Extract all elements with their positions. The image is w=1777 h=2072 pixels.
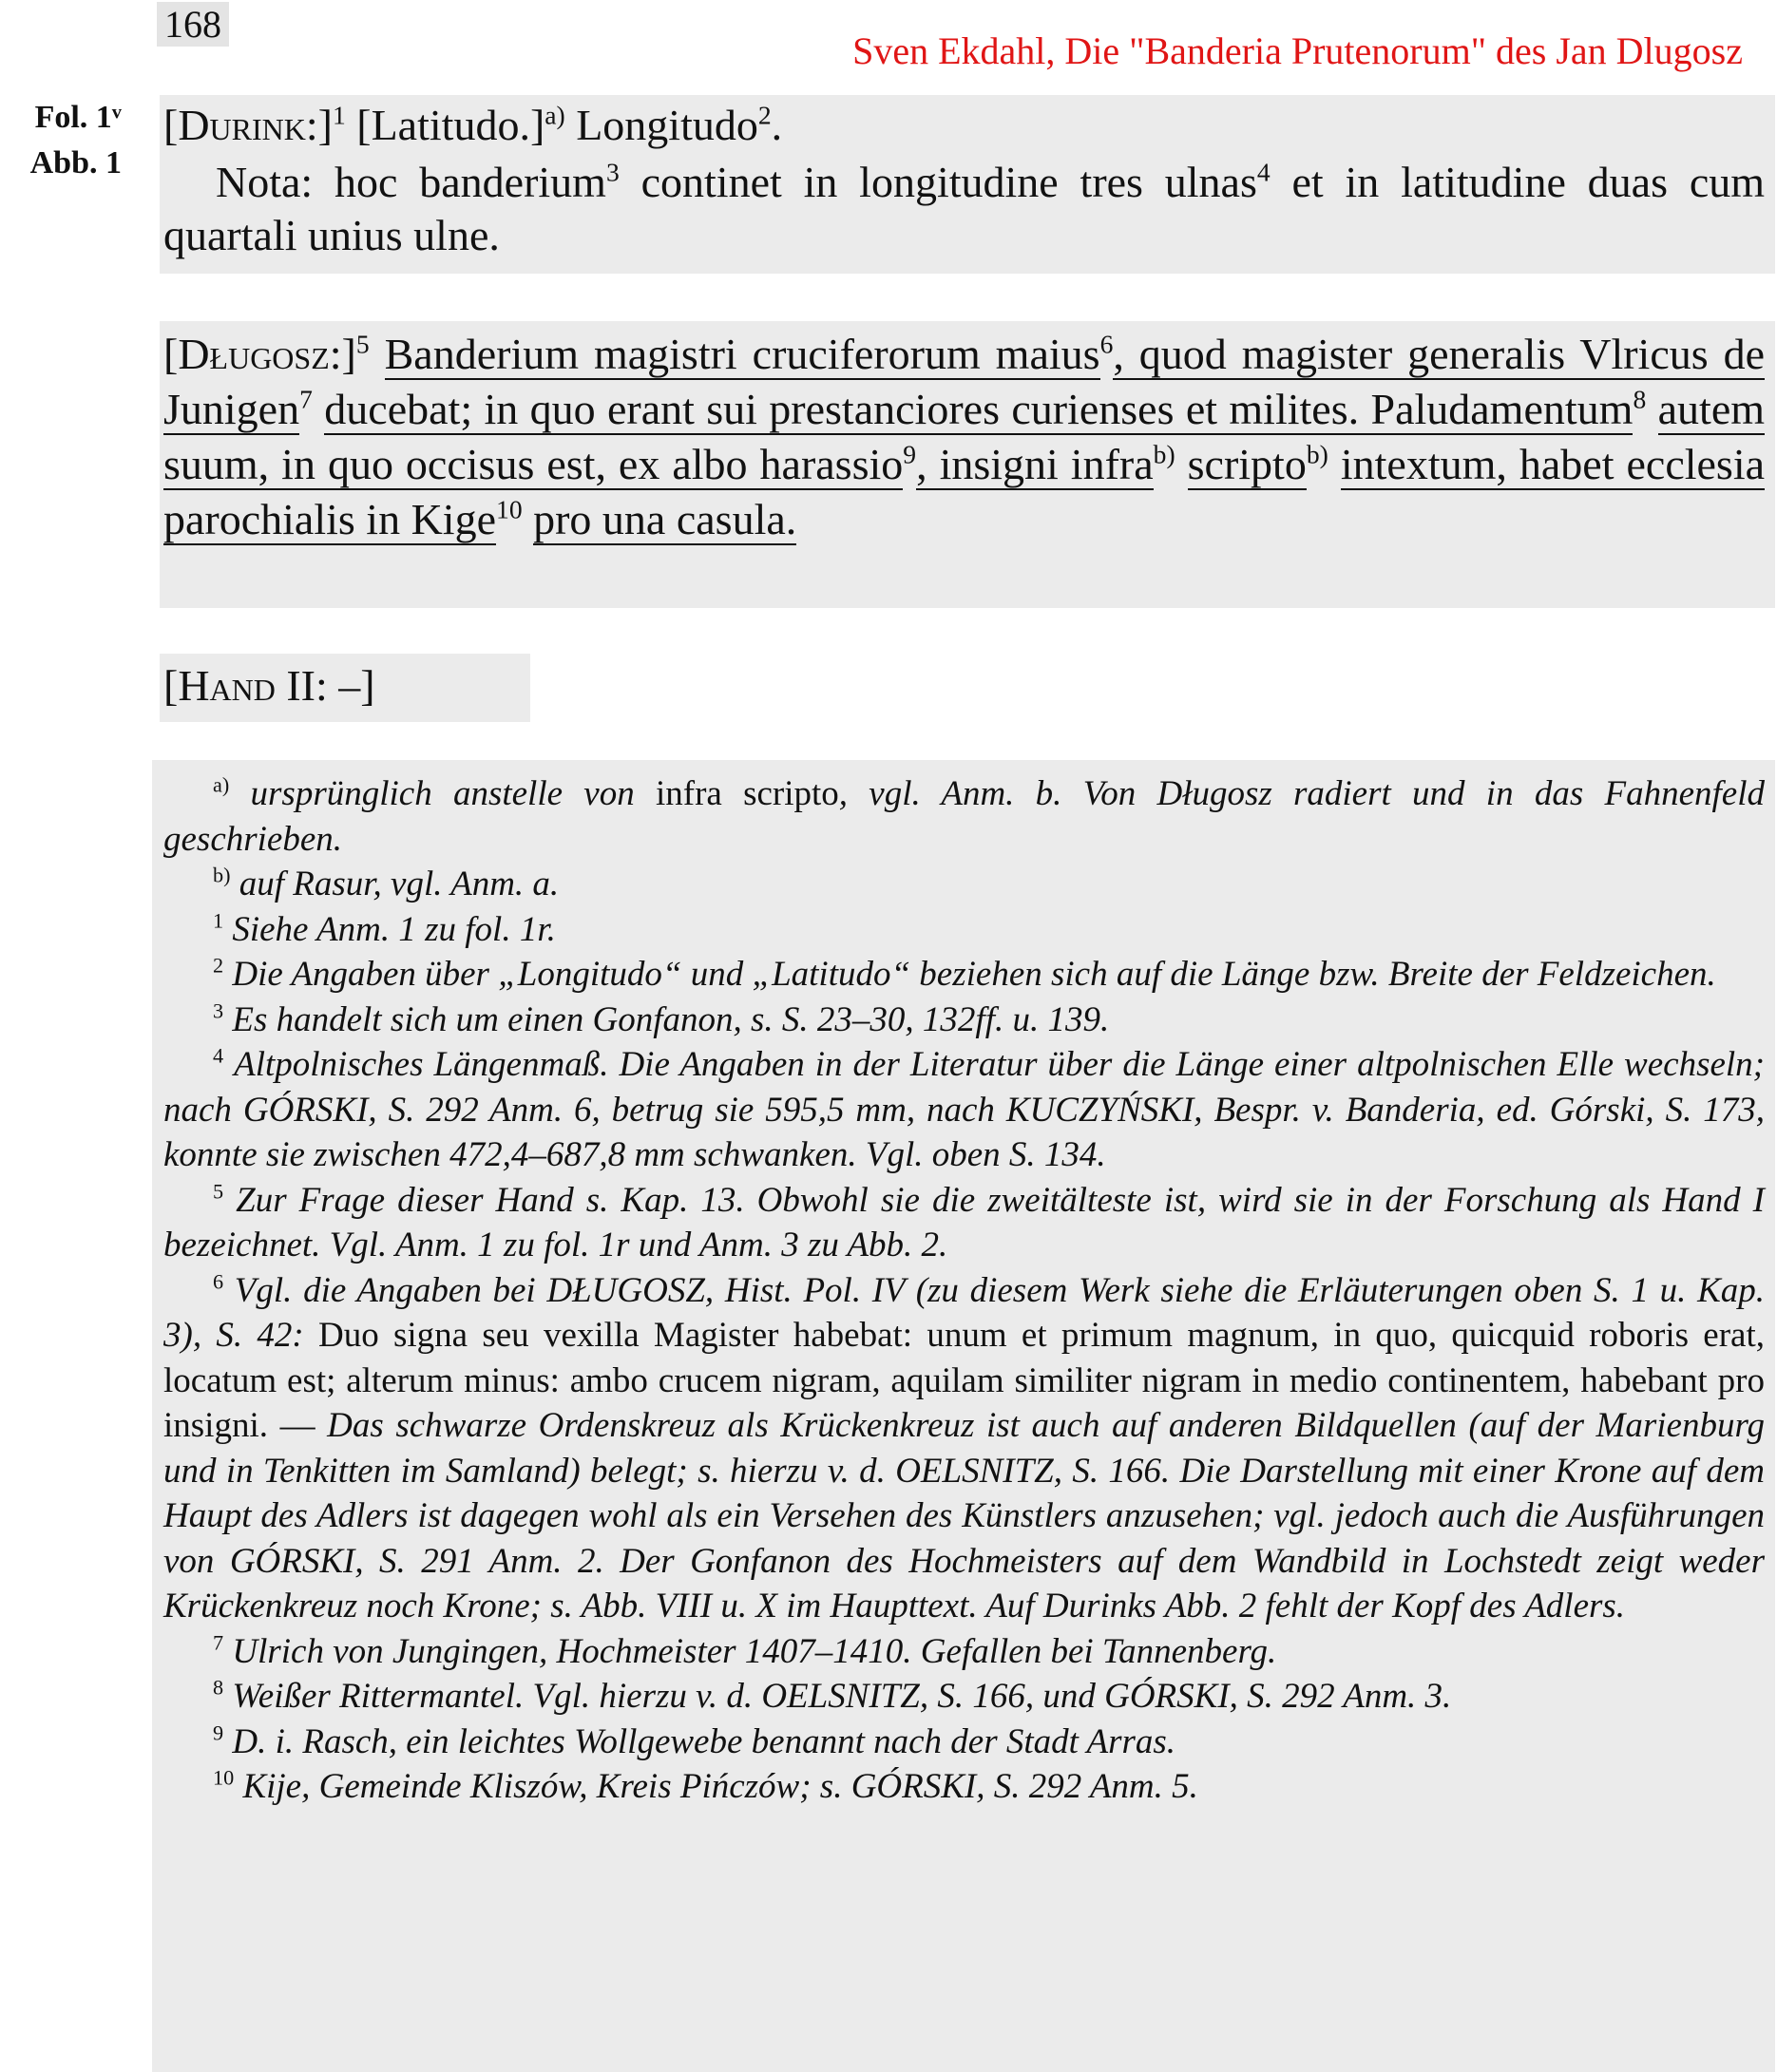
footnote-ref: 10	[496, 494, 523, 524]
footnote-ref: 2	[757, 100, 772, 130]
note-mark: a)	[213, 772, 230, 797]
dlugosz-text: , quod magister generalis Vlricus de Junigen	[163, 330, 1766, 433]
note-text: Vgl. die Angaben bei DŁUGOSZ, Hist. Pol. IV (zu diesem Werk siehe die Erläuterungen oben S. 1 u. Kap. 3), S. 42:	[163, 1270, 1765, 1355]
note-text: auf Rasur, vgl. Anm. a.	[239, 865, 560, 903]
note-mark: 2	[213, 953, 224, 978]
note-text: Es handelt sich um einen Gonfanon, s. S. 23–30, 132ff. u. 139.	[232, 999, 1110, 1039]
footnote-ref: 3	[605, 157, 620, 187]
note-1	[163, 907, 1765, 953]
note-5	[163, 1178, 1765, 1268]
note-mark: 1	[213, 908, 224, 933]
footnote-ref: 7	[299, 384, 313, 414]
footnote-ref: 9	[903, 439, 917, 469]
note-text: Die Angaben über „Longitudo“ und „Latitudo“ beziehen sich auf die Länge bzw. Breite der Feldzeichen.	[232, 955, 1716, 994]
dlugosz-text: intextum, habet ecclesia parochialis in Kige	[163, 440, 1766, 543]
note-quote: Duo signa seu vexilla Magister habebat: unum et primum magnum, in quo, quicquid roboris erat, locatum est; alterum minus: ambo crucem nigram, aquilam similiter nigram in medio continentem, habebant pro insigni. —	[163, 1316, 1765, 1445]
margin-fol: Fol. 1ᵛ	[34, 100, 122, 135]
note-text: , vgl. Anm. b. Von Długosz radiert und in das Fahnenfeld geschrieben.	[163, 774, 1766, 859]
footnote-ref: b)	[1306, 439, 1328, 469]
note-text: Altpolnisches Längenmaß. Die Angaben in der Literatur über die Länge einer altpolnischen Elle wechseln; nach GÓRSKI, S. 292 Anm. 6, betrug sie 595,5 mm, nach KUCZYŃSKI, Bespr. v. Banderia, ed. Górski, S. 173, konnte sie zwischen 472,4–687,8 mm schwanken. Vgl. oben S. 134.	[163, 1045, 1765, 1174]
note-text: Ulrich von Jungingen, Hochmeister 1407–1410. Gefallen bei Tannenberg.	[232, 1631, 1277, 1671]
note-9	[163, 1720, 1765, 1765]
footnote-ref: 5	[355, 329, 370, 359]
footnote-ref: 6	[1099, 329, 1114, 359]
nota-text: continet in longitudine tres ulnas	[640, 158, 1257, 206]
nota-text: et in latitudine duas cum quartali unius ulne.	[163, 158, 1766, 259]
note-a	[163, 771, 1765, 862]
hand-ii-line: [Hand II: –]	[163, 661, 375, 710]
longitudo-label: Longitudo	[576, 101, 758, 149]
latitudo-label: [Latitudo.]	[356, 101, 545, 149]
note-10	[163, 1764, 1765, 1810]
note-mark: 5	[213, 1179, 224, 1204]
note-mark: 4	[213, 1043, 224, 1068]
header-title: Sven Ekdahl, Die "Banderia Prutenorum" des Jan Dlugosz	[852, 29, 1743, 72]
note-text: infra scripto	[655, 774, 839, 813]
note-mark: 7	[213, 1630, 224, 1655]
note-mark: 6	[213, 1269, 224, 1294]
durink-tag: [Durink:]	[163, 101, 333, 149]
note-b	[163, 862, 1765, 907]
dlugosz-text: , insigni infra	[916, 440, 1154, 488]
footnote-ref: 8	[1633, 384, 1647, 414]
note-mark: 8	[213, 1675, 224, 1700]
footnotes	[163, 771, 1765, 1810]
footnote-ref: a)	[545, 100, 565, 130]
dlugosz-text: Banderium magistri cruciferorum maius	[384, 330, 1100, 378]
note-3	[163, 998, 1765, 1043]
footnote-ref: 4	[1256, 157, 1271, 187]
footnote-ref: 1	[332, 100, 346, 130]
note-text: Kije, Gemeinde Kliszów, Kreis Pińczów; s. GÓRSKI, S. 292 Anm. 5.	[242, 1767, 1198, 1806]
dlugosz-text: autem suum, in quo occisus est, ex albo harassio	[163, 385, 1766, 488]
nota-text: Nota: hoc banderium	[216, 158, 606, 206]
durink-block	[163, 99, 1765, 262]
footnote-ref: b)	[1153, 439, 1175, 469]
note-text: Weißer Rittermantel. Vgl. hierzu v. d. OELSNITZ, S. 166, und GÓRSKI, S. 292 Anm. 3.	[232, 1677, 1452, 1716]
dlugosz-text: pro una casula.	[533, 495, 797, 543]
margin-labels	[10, 95, 122, 186]
note-text: D. i. Rasch, ein leichtes Wollgewebe benannt nach der Stadt Arras.	[232, 1721, 1176, 1761]
note-text: Zur Frage dieser Hand s. Kap. 13. Obwohl sie die zweitälteste ist, wird sie in der Forschung als Hand I bezeichnet. Vgl. Anm. 1 zu fol. 1r und Anm. 3 zu Abb. 2.	[163, 1180, 1766, 1264]
dlugosz-text: scripto	[1187, 440, 1307, 488]
note-text: Das schwarze Ordenskreuz als Krückenkreuz ist auch auf anderen Bildquellen (auf der Marienburg und in Tenkitten im Samland) belegt; s. hierzu v. d. OELSNITZ, S. 166. Die Darstellung mit einer Krone auf dem Haupt des Adlers ist dagegen wohl als ein Versehen des Künstlers anzusehen; vgl. jedoch auch die Ausführungen von GÓRSKI, S. 291 Anm. 2. Der Gonfanon des Hochmeisters auf dem Wandbild in Lochstedt zeigt weder Krückenkreuz noch Krone; s. Abb. VIII u. X im Haupttext. Auf Durinks Abb. 2 fehlt der Kopf des Adlers.	[163, 1406, 1766, 1625]
dlugosz-tag: [Długosz:]	[163, 330, 356, 378]
margin-abb: Abb. 1	[29, 145, 122, 181]
note-7	[163, 1629, 1765, 1675]
note-2	[163, 952, 1765, 998]
note-4	[163, 1042, 1765, 1178]
note-6	[163, 1268, 1765, 1629]
dlugosz-block	[163, 327, 1765, 547]
note-mark: 10	[213, 1765, 235, 1790]
note-text: Siehe Anm. 1 zu fol. 1r.	[232, 909, 556, 949]
note-mark: 3	[213, 998, 224, 1023]
note-mark: b)	[213, 863, 231, 887]
page-number: 168	[157, 2, 229, 47]
durink-nota	[163, 156, 1765, 262]
punctuation: .	[771, 101, 783, 149]
durink-heading	[163, 99, 1765, 152]
note-8	[163, 1674, 1765, 1720]
note-mark: 9	[213, 1720, 224, 1745]
note-text: ursprünglich anstelle von	[250, 774, 635, 813]
dlugosz-text: ducebat; in quo erant sui prestanciores curienses et milites. Paludamentum	[324, 385, 1634, 433]
